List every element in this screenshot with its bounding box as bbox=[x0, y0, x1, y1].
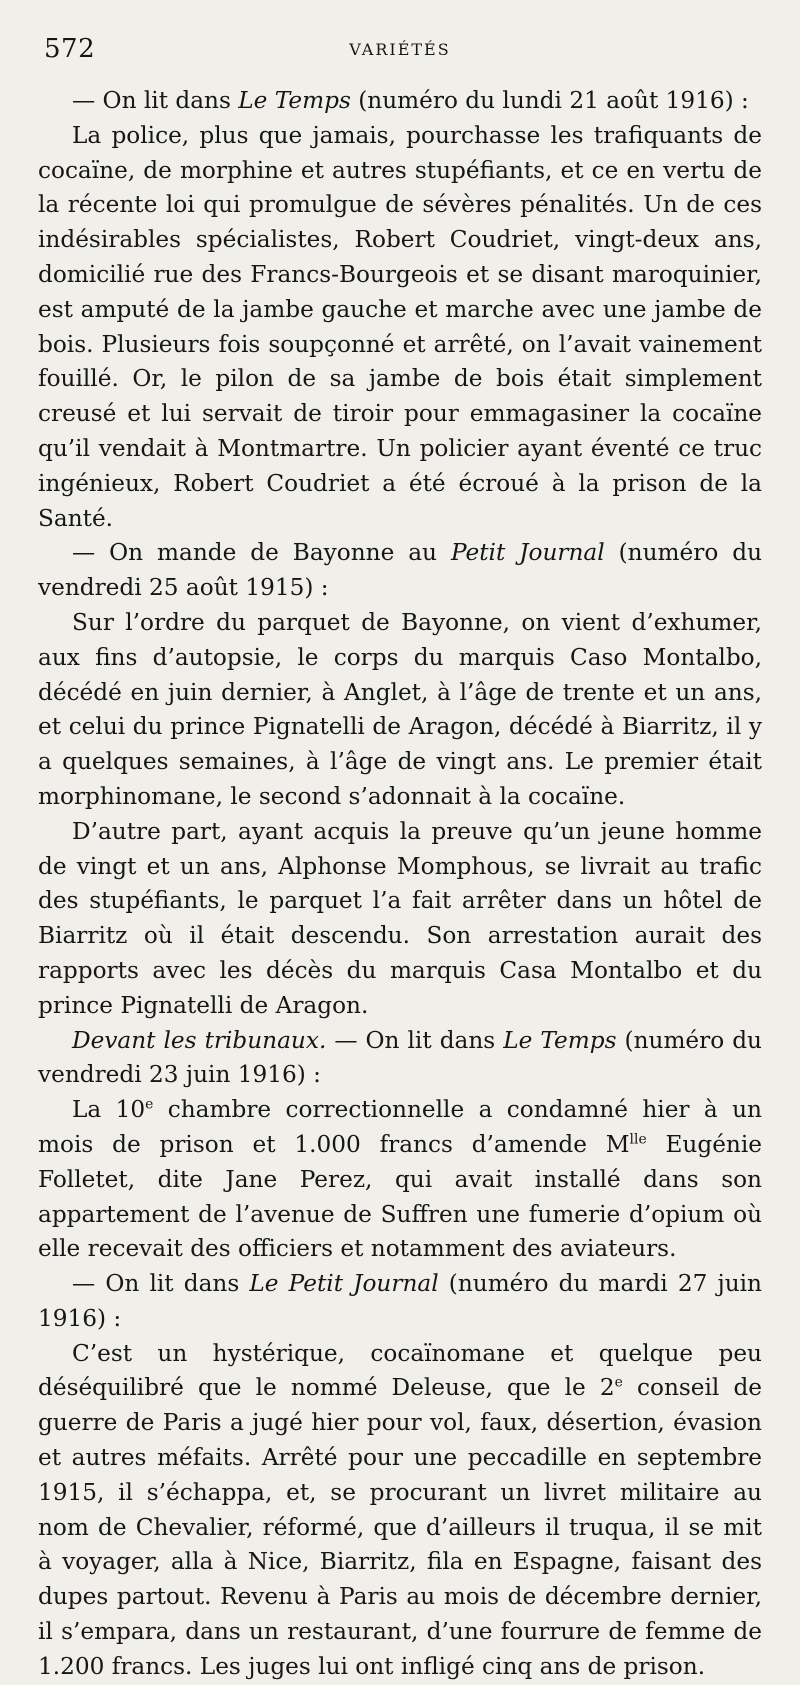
paragraph-folletet: La 10e chambre correctionnelle a condamné hier à un mois de prison et 1.000 francs d’amende $M^{lle}$ Eugénie Folletet, dite Jane Perez, qui avait installé dans son appartement de l’avenue de Suffren une fumerie d’opium où elle recevait des officiers et notamment des aviateurs. bbox=[38, 1096, 763, 1263]
section-heading: Devant les tribunaux. bbox=[72, 1026, 327, 1054]
publication-title: Le Petit Journal bbox=[249, 1270, 439, 1298]
paragraph-exhumation: Sur l’ordre du parquet de Bayonne, on vient d’exhumer, aux fins d’autopsie, le corps du marquis Caso Montalbo, décédé en juin dernier, à Anglet, à l’âge de trente et un ans, et celui du prince Pignatelli de Aragon, décédé à Biarritz, il y a quelques semaines, à l’âge de vingt ans. Le premier était morphinomane, le second s’adonnait à la cocaïne. bbox=[38, 608, 762, 810]
paragraph-intro-petit-journal: — On mande de Bayonne au Petit Journal (numéro du vendredi 25 août 1915) : bbox=[38, 539, 763, 602]
paragraph-deleuse: C’est un hystérique, cocaïnomane et quelque peu déséquilibré que le nommé Deleuse, que le 2e conseil de guerre de Paris a jugé hier pour vol, faux, désertion, évasion et autres méfaits. Arrêté pour une peccadille en septembre 1915, il s’échappa, et, se procurant un livret militaire au nom de Chevalier, réformé, que d’ailleurs il truqua, il se mit à voyager, alla à Nice, Biarritz, fila en Espagne, faisant des dupes partout. Revenu à Paris au mois de décembre dernier, il s’empara, dans un restaurant, d’une fourrure de femme de 1.200 francs. Les juges lui ont infligé cinq ans de prison. bbox=[38, 1339, 763, 1680]
publication-title: Le Temps bbox=[503, 1026, 617, 1054]
publication-title: Petit Journal bbox=[450, 539, 605, 567]
article-body bbox=[38, 84, 762, 1685]
paragraph-intro-le-petit-journal: — On lit dans Le Petit Journal (numéro du mardi 27 juin 1916) : bbox=[38, 1270, 762, 1332]
paragraph-intro-le-temps: — On lit dans Le Temps (numéro du lundi 21 août 1916) : bbox=[72, 87, 749, 114]
page-header bbox=[38, 34, 762, 84]
publication-title: Le Temps bbox=[238, 87, 351, 114]
running-head: VARIÉTÉS bbox=[349, 40, 451, 59]
paragraph-momphous: D’autre part, ayant acquis la preuve qu’un jeune homme de vingt et un ans, Alphonse Momphous, se livrait au trafic des stupéfiants, le parquet l’a fait arrêter dans un hôtel de Biarritz où il était descendu. Son arrestation aurait des rapports avec les décès du marquis Casa Montalbo et du prince Pignatelli de Aragon. bbox=[38, 817, 762, 1019]
paragraph-intro-tribunaux: Devant les tribunaux. — On lit dans Le Temps (numéro du vendredi 23 juin 1916) : bbox=[38, 1026, 762, 1089]
page-number: 572 bbox=[44, 34, 96, 64]
paragraph-coudriet: La police, plus que jamais, pourchasse les trafiquants de cocaïne, de morphine et autres stupéfiants, et ce en vertu de la récente loi qui promulgue de sévères pénalités. Un de ces indésirables spécialistes, Robert Coudriet, vingt-deux ans, domicilié rue des Francs-Bourgeois et se disant maroquinier, est amputé de la jambe gauche et marche avec une jambe de bois. Plusieurs fois soupçonné et arrêté, on l’avait vainement fouillé. Or, le pilon de sa jambe de bois était simplement creusé et lui servait de tiroir pour emmagasiner la cocaïne qu’il vendait à Montmartre. Un policier ayant éventé ce truc ingénieux, Robert Coudriet a été écroué à la prison de la Santé. bbox=[38, 121, 762, 532]
